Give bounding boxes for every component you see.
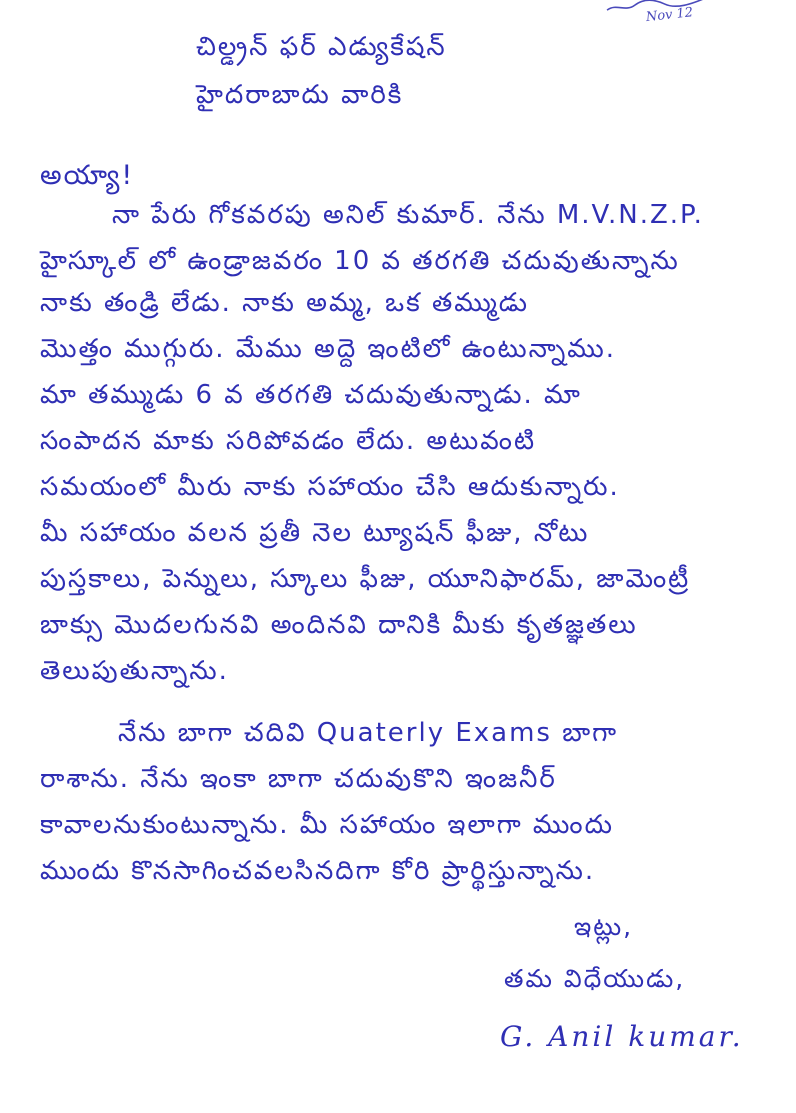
- paragraph-1-line-1: నా పేరు గోకవరపు అనిల్ కుమార్. నేను M.V.N.Z.P.: [112, 200, 704, 230]
- paragraph-1-line-4: మొత్తం ముగ్గురు. మేము అద్దె ఇంటిలో ఉంటున్నాము.: [40, 334, 616, 364]
- recipient-line-1: చిల్డ్రన్ ఫర్ ఎడ్యుకేషన్: [196, 32, 447, 62]
- paragraph-1-line-7: సమయంలో మీరు నాకు సహాయం చేసి ఆదుకున్నారు.: [40, 472, 620, 502]
- signature-name: G. Anil kumar.: [500, 1020, 744, 1053]
- corner-note: [604, 0, 728, 42]
- paragraph-1-line-5: మా తమ్ముడు 6 వ తరగతి చదువుతున్నాడు. మా: [40, 380, 582, 410]
- paragraph-2-line-4: ముందు కొనసాగించవలసినదిగా కోరి ప్రార్థిస్తున్నాను.: [40, 856, 596, 886]
- paragraph-1-line-10: బాక్సు మొదలగునవి అందినవి దానికి మీకు కృతజ్ఞతలు: [40, 610, 638, 640]
- salutation: అయ్యా!: [40, 160, 135, 191]
- corner-date: Nov 12: [645, 5, 694, 26]
- closing-line-2: తమ విధేయుడు,: [504, 964, 686, 993]
- paragraph-1-line-3: నాకు తండ్రి లేడు. నాకు అమ్మ, ఒక తమ్ముడు: [40, 288, 530, 318]
- paragraph-2-line-2: రాశాను. నేను ఇంకా బాగా చదువుకొని ఇంజనీర్: [40, 764, 557, 794]
- paragraph-2-line-1: నేను బాగా చదివి Quaterly Exams బాగా: [118, 718, 619, 748]
- paragraph-1-line-8: మీ సహాయం వలన ప్రతీ నెల ట్యూషన్ ఫీజు, నోటు: [40, 518, 590, 548]
- paragraph-1-line-2: హైస్కూల్ లో ఉండ్రాజవరం 10 వ తరగతి చదువుతున్నాను: [40, 246, 680, 276]
- paragraph-1-line-11: తెలుపుతున్నాను.: [40, 656, 229, 686]
- recipient-line-2: హైదరాబాదు వారికి: [196, 80, 404, 110]
- paragraph-2-line-3: కావాలనుకుంటున్నాను. మీ సహాయం ఇలాగా ముందు: [40, 810, 614, 840]
- paragraph-1-line-9: పుస్తకాలు, పెన్నులు, స్కూలు ఫీజు, యూనిఫారమ్, జామెంట్రీ: [40, 564, 691, 594]
- paragraph-1-line-6: సంపాదన మాకు సరిపోవడం లేదు. అటువంటి: [40, 426, 537, 456]
- closing-line-1: ఇట్లు,: [574, 912, 634, 941]
